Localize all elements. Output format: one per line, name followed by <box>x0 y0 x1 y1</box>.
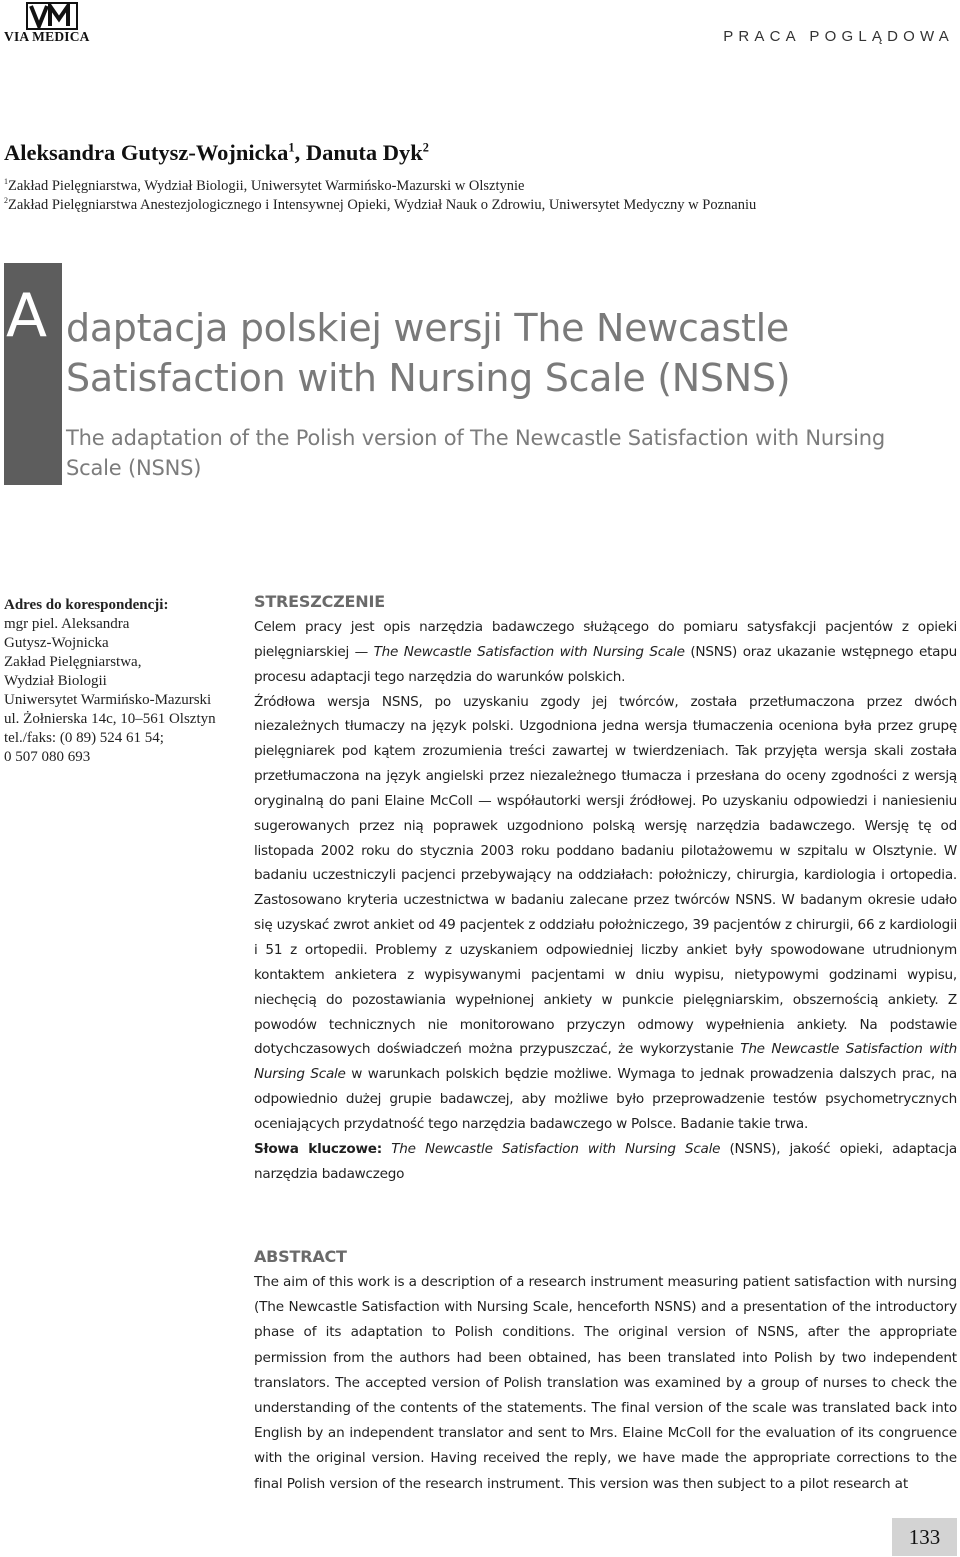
p1-text-a: Celem pracy jest opis narzędzia badawczego służącego do pomiaru satysfakcji pacjentów z opieki pielęgniarskiej — <box>254 619 957 660</box>
title-english: The adaptation of the Polish version of The Newcastle Satisfaction with Nursing Scale (NSNS) <box>66 426 886 480</box>
title-initial: A <box>6 281 48 351</box>
author-1-sup: 1 <box>288 140 295 155</box>
affiliation-2-text: Zakład Pielęgniarstwa Anestezjologicznego i Intensywnej Opieki, Wydział Nauk o Zdrowiu, Uniwersytet Medyczny w Poznaniu <box>7 197 757 213</box>
correspondence-line: mgr piel. Aleksandra <box>4 616 130 632</box>
affiliation-1-text: Zakład Pielęgniarstwa, Wydział Biologii, Uniwersytet Warmińsko-Mazurski w Olsztynie <box>7 178 525 194</box>
keywords-italic: The Newcastle Satisfaction with Nursing Scale <box>391 1140 721 1157</box>
p2-italic: The Newcastle Satisfaction with Nursing Scale <box>254 1041 958 1083</box>
abstract-section <box>254 1247 957 1497</box>
page-number: 133 <box>908 1525 941 1549</box>
title-block <box>4 263 960 485</box>
title-polish-line-2: Satisfaction with Nursing Scale (NSNS) <box>66 356 791 400</box>
author-separator: , <box>294 140 306 165</box>
authors-line <box>4 140 429 166</box>
correspondence-line: 0 507 080 693 <box>4 749 91 765</box>
page-number-box <box>892 1518 957 1556</box>
correspondence-line: Wydział Biologii <box>4 673 107 689</box>
affiliation-2 <box>4 197 756 214</box>
correspondence-line: Zakład Pielęgniarstwa, <box>4 654 142 670</box>
title-polish-line-1: daptacja polskiej wersji The Newcastle <box>66 306 789 350</box>
streszczenie-section <box>254 592 957 1186</box>
logo-text: VIA MEDICA <box>4 29 90 44</box>
author-2-sup: 2 <box>422 140 429 155</box>
correspondence-block <box>4 596 244 767</box>
streszczenie-heading: STRESZCZENIE <box>254 592 385 611</box>
p1-italic: The Newcastle Satisfaction with Nursing Scale <box>373 643 685 660</box>
p1-text-b: (NSNS) oraz ukazanie wstępnego etapu procesu adaptacji tego narzędzia do warunków polskich. <box>254 643 957 685</box>
vm-logo-mark <box>26 2 78 30</box>
keywords-label: Słowa kluczowe: <box>254 1140 382 1157</box>
streszczenie-paragraph-1 <box>254 615 957 690</box>
section-label: PRACA POGLĄDOWA <box>723 28 954 45</box>
abstract-heading: ABSTRACT <box>254 1247 347 1266</box>
affiliation-2-sup: 2 <box>4 196 8 206</box>
correspondence-line: ul. Żołnierska 14c, 10–561 Olsztyn <box>4 711 216 727</box>
correspondence-line: Gutysz-Wojnicka <box>4 635 109 651</box>
keywords <box>254 1137 957 1187</box>
author-1-name: Aleksandra Gutysz-Wojnicka <box>4 140 289 165</box>
abstract-paragraph: The aim of this work is a description of a research instrument measuring patient satisfaction with nursing (The Newcastle Satisfaction with Nursing Scale, henceforth NSNS) and a presentation of the introductory phase of its adaptation to Polish conditions. The original version of NSNS, after the appropriate permission from the authors had been obtained, has been translated into Polish by two independent translators. The accepted version of Polish translation was examined by a group of nurses to check the understanding of the contents of the statements. The final version of the scale was translated back into English by an independent translator and sent to Mrs. Elaine McColl for the evaluation of its congruence with the original version. Having received the reply, we have made the appropriate corrections to the final Polish version of the research instrument. This version was then subject to a pilot research at <box>254 1274 957 1492</box>
streszczenie-paragraph-2 <box>254 690 957 1137</box>
p2-text-a: Źródłowa wersja NSNS, po uzyskaniu zgody jej twórców, została przetłumaczona przez dwóch niezależnych tłumaczy na język polski. Uzgodniona jedna wersja tłumaczenia oceniona była przez grupę pielęgniarek pod kątem zrozumienia treści zawartej w twierdzeniach. Tak przyjęta wersja skali została przetłumaczona na język angielski przez niezależnego tłumacza i przesłana do oceny zgodności z wersją oryginalną do pani Elaine McColl — współautorki wersji źródłowej. Po uzyskaniu odpowiedzi i naniesieniu sugerowanych przez nią poprawek uzgodniono polską wersję narzędzia badawczego. Wersję tę od listopada 2002 roku do stycznia 2003 roku poddano badaniu pilotażowemu w szpitalu w Olsztynie. W badaniu uczestniczyli pacjenci przebywający na oddziałach: położniczy, chirurgia, kardiologia i ortopedia. Zastosowano kryteria uczestnictwa w badaniu zalecane przez twórców NSNS. W badanym okresie udało się uzyskać zwrot ankiet od 49 pacjentek z oddziału położniczego, 39 pacjentów z chirurgii, 66 z kardiologii i 51 z ortopedii. Problemy z uzyskaniem odpowiedniej liczby ankiet były spowodowane utrudnionym kontaktem ankietera z wypisywanymi pacjentami w dniu wypisu, nietypowymi godzinami wypisu, niechęcią do pozostawiania wypełnionej ankiety w punkcie pielęgniarskim, obszernością ankiety. Z powodów technicznych nie monitorowano przyczyn odmowy wypełnienia ankiety. Na podstawie dotychczasowych doświadczeń można przypuszczać, że wykorzystanie <box>254 693 957 1058</box>
correspondence-line: Uniwersytet Warmińsko-Mazurski <box>4 692 212 708</box>
author-2-name: Danuta Dyk <box>305 140 423 165</box>
affiliation-1-sup: 1 <box>4 177 8 187</box>
title-polish <box>66 303 946 403</box>
keywords-rest: (NSNS), jakość opieki, adaptacja narzędzia badawczego <box>254 1140 958 1182</box>
correspondence-heading: Adres do korespondencji: <box>4 597 169 613</box>
affiliation-1 <box>4 178 524 195</box>
via-medica-logo <box>4 2 96 44</box>
p2-text-b: w warunkach polskich będzie możliwe. Wymaga to jednak prowadzenia dalszych prac, na odpowiednio dużej grupie badawczej, aby możliwe było przeprowadzenie testów psychometrycznych oceniających przydatność tego narzędzia badawczego w Polsce. Badanie takie trwa. <box>254 1066 958 1132</box>
correspondence-line: tel./faks: (0 89) 524 61 54; <box>4 730 164 746</box>
